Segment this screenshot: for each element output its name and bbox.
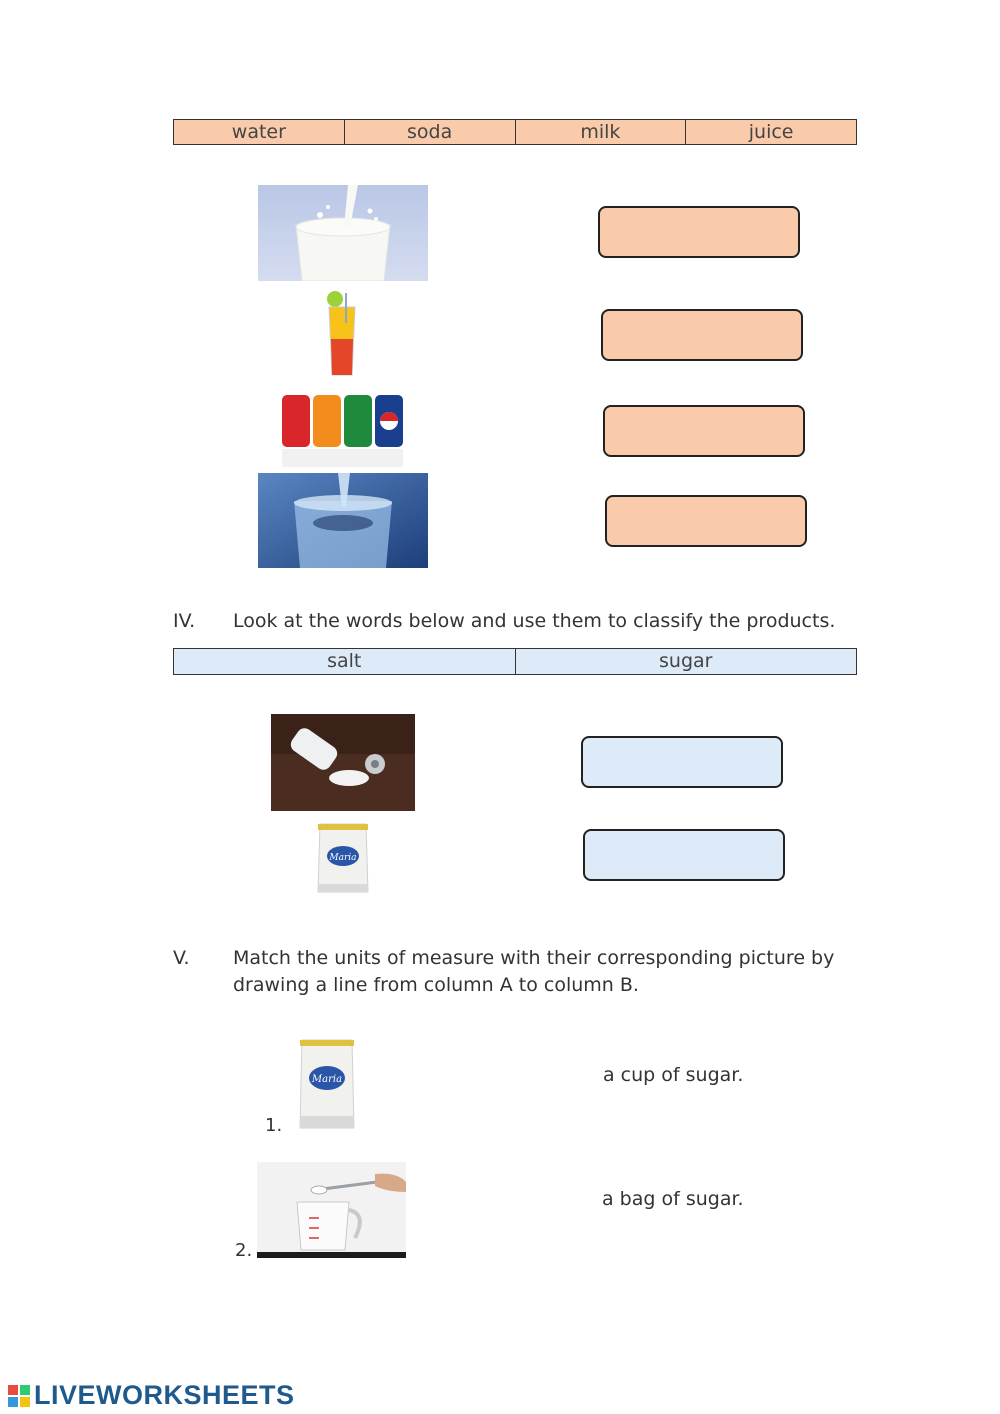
drinks-word-bank: [173, 119, 857, 145]
soda-cans-image: [280, 391, 406, 471]
match-text-1: a cup of sugar.: [603, 1064, 744, 1086]
milk-image: [258, 185, 428, 281]
answer-box-sugar[interactable]: [583, 829, 785, 881]
answer-box-salt[interactable]: [581, 736, 783, 788]
logo-text: LIVEWORKSHEETS: [34, 1380, 295, 1410]
word-sugar: sugar: [659, 650, 713, 672]
answer-box-water[interactable]: [605, 495, 807, 547]
match-text-2: a bag of sugar.: [602, 1188, 744, 1210]
word-water: water: [174, 120, 345, 144]
section-v-numeral: V.: [173, 947, 190, 969]
section-iv-numeral: IV.: [173, 610, 196, 632]
section-v-instruction-line1: Match the units of measure with their corresponding picture by: [233, 947, 835, 969]
svg-text:Maria: Maria: [311, 1074, 343, 1085]
answer-box-juice[interactable]: [601, 309, 803, 361]
item-number-1: 1.: [265, 1115, 283, 1136]
salt-image: [271, 714, 415, 811]
word-soda: soda: [345, 120, 516, 144]
logo-icon: [8, 1383, 30, 1405]
seasoning-word-bank: [173, 648, 857, 675]
word-milk: milk: [516, 120, 687, 144]
sugar-bag-image: [314, 820, 372, 896]
answer-box-milk[interactable]: [598, 206, 800, 258]
word-juice: juice: [748, 121, 794, 143]
juice-image: [320, 289, 364, 377]
liveworksheets-logo: [8, 1380, 295, 1411]
measuring-cup-image: [257, 1162, 406, 1258]
svg-text:Maria: Maria: [329, 853, 357, 863]
section-iv-instruction: Look at the words below and use them to classify the products.: [233, 610, 836, 632]
sugar-bag-small-image: [296, 1036, 358, 1132]
item-number-2: 2.: [235, 1240, 253, 1261]
section-v-instruction-line2: drawing a line from column A to column B.: [233, 974, 639, 996]
word-salt: salt: [174, 649, 516, 674]
water-image: [258, 473, 428, 568]
answer-box-soda[interactable]: [603, 405, 805, 457]
